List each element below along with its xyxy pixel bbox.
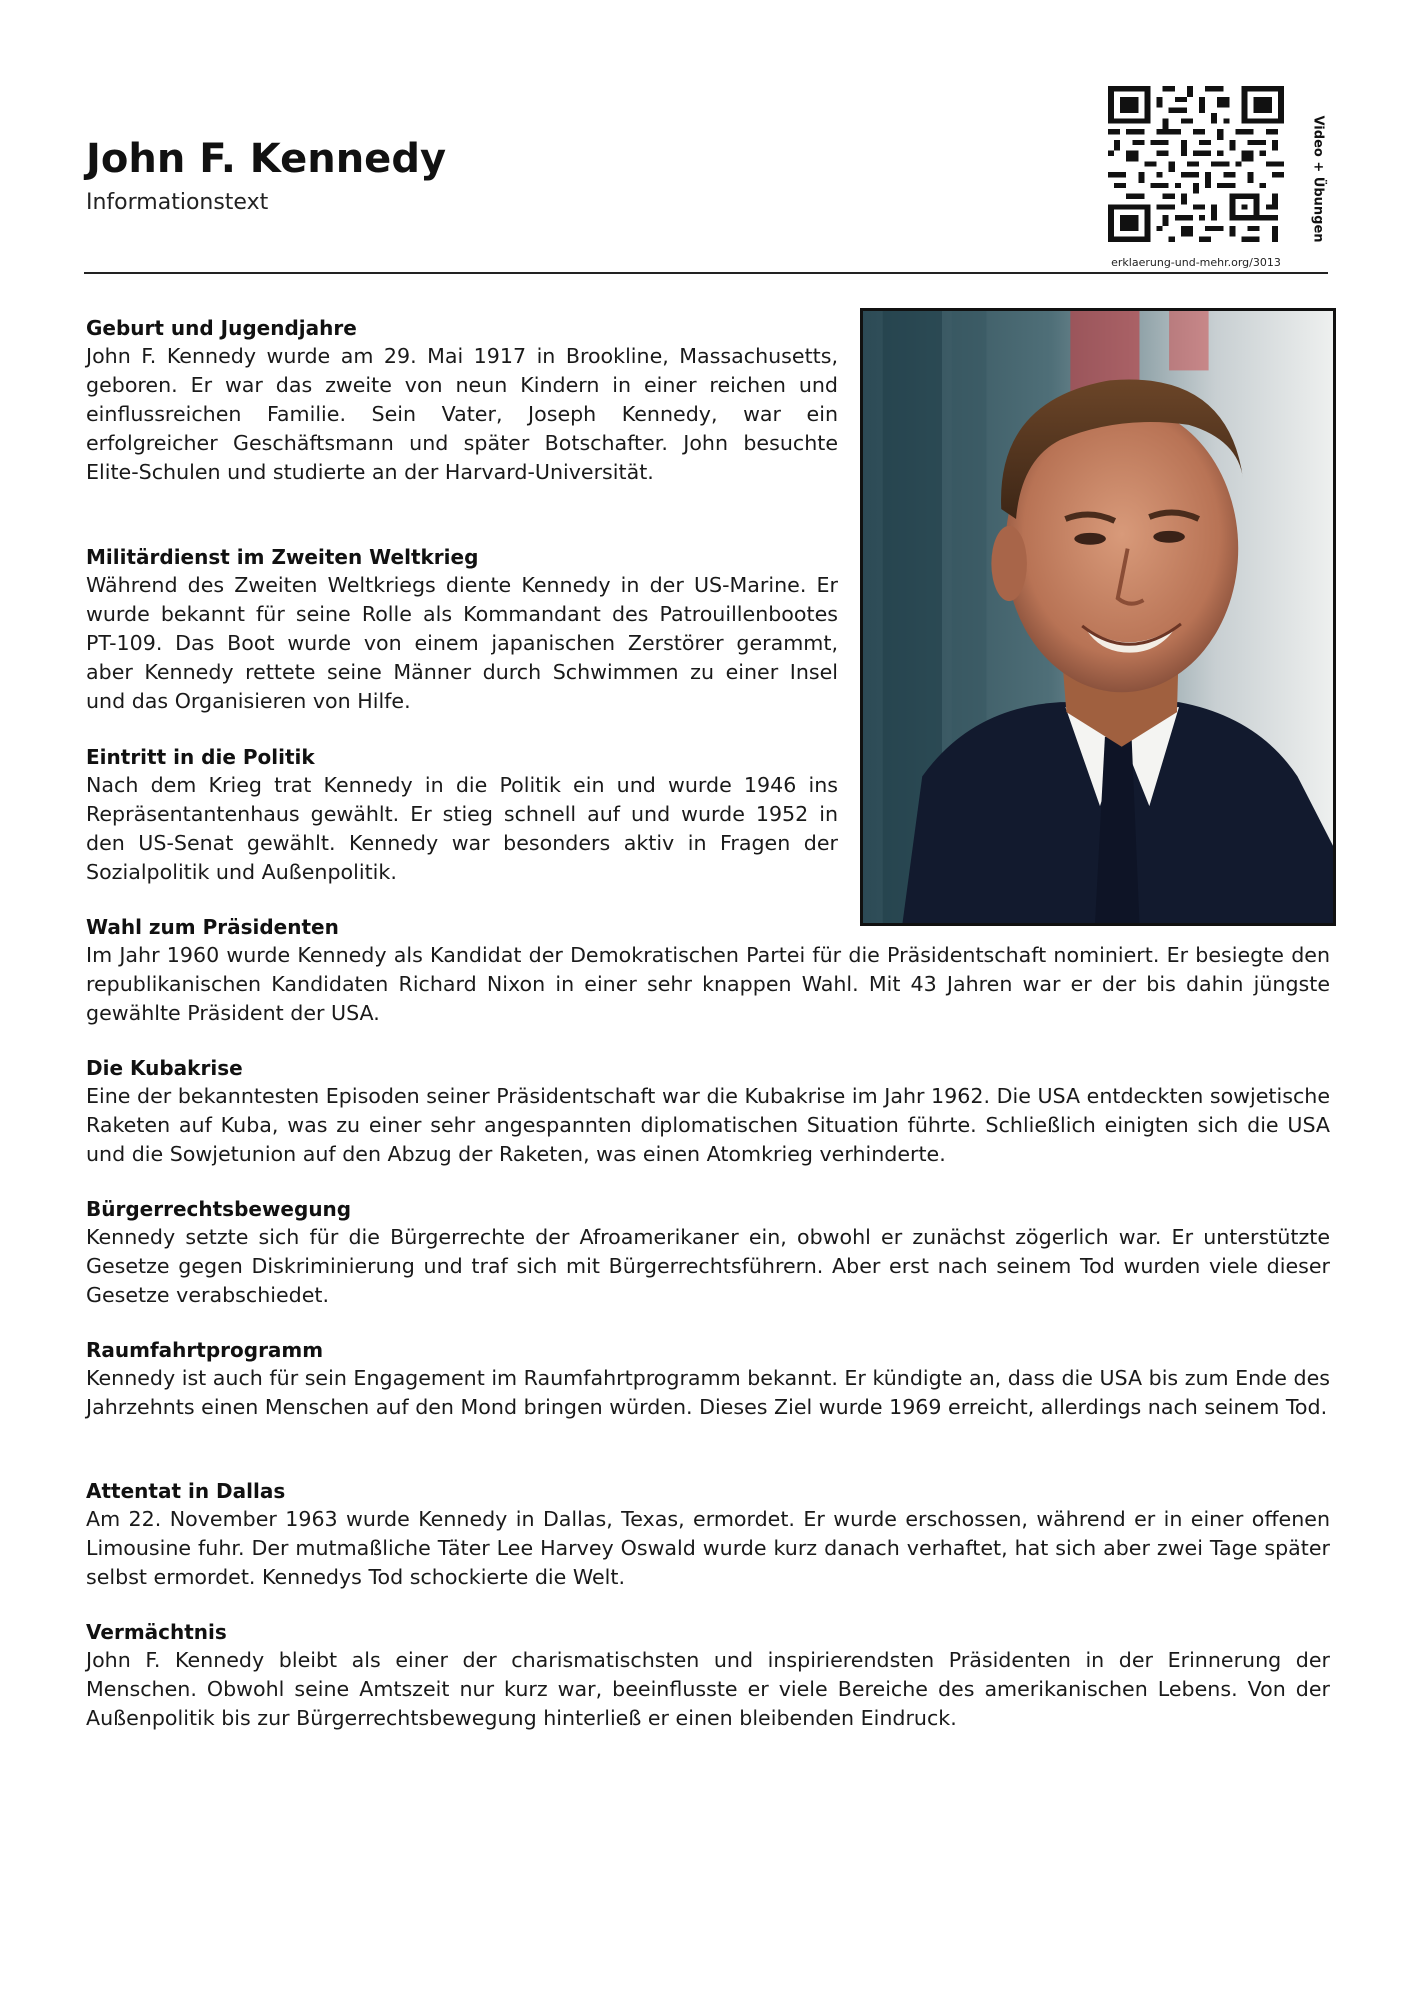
section-heading: Die Kubakrise: [86, 1056, 243, 1080]
section-cuba-crisis: [86, 1054, 1330, 1169]
qr-side-label: Video + Übungen: [1310, 115, 1326, 243]
section-text: Während des Zweiten Weltkriegs diente Kennedy in der US-Marine. Er wurde bekannt für seine Rolle als Kommandant des Patrouillenbootes PT-109. Das Boot wurde von einem japanischen Zerstörer gerammt, aber Kennedy rettete seine Männer durch Schwimmen zu einer Insel und das Organisieren von Hilfe.: [86, 573, 838, 713]
section-space-program: [86, 1336, 1330, 1422]
section-military: [86, 543, 838, 716]
section-heading: Bürgerrechtsbewegung: [86, 1197, 352, 1221]
qr-url-caption[interactable]: erklaerung-und-mehr.org/3013: [1111, 256, 1281, 269]
section-heading: Raumfahrtprogramm: [86, 1338, 324, 1362]
section-text: Im Jahr 1960 wurde Kennedy als Kandidat der Demokratischen Partei für die Präsidentschaft nominiert. Er besiegte den republikanischen Kandidaten Richard Nixon in einer sehr knappen Wahl. Mit 43 Jahren war er der bis dahin jüngste gewählte Präsident der USA.: [86, 943, 1330, 1025]
section-heading: Vermächtnis: [86, 1620, 227, 1644]
page-title: John F. Kennedy: [86, 136, 447, 182]
section-assassination: [86, 1477, 1330, 1592]
section-legacy: [86, 1618, 1330, 1733]
section-heading: Wahl zum Präsidenten: [86, 915, 339, 939]
section-election: [86, 913, 1330, 1028]
section-politics: [86, 743, 838, 887]
section-heading: Geburt und Jugendjahre: [86, 316, 357, 340]
section-text: Am 22. November 1963 wurde Kennedy in Dallas, Texas, ermordet. Er wurde erschossen, während er in einer offenen Limousine fuhr. Der mutmaßliche Täter Lee Harvey Oswald wurde kurz danach verhaftet, hat sich aber zwei Tage später selbst ermordet. Kennedys Tod schockierte die Welt.: [86, 1507, 1330, 1589]
section-text: Kennedy setzte sich für die Bürgerrechte der Afroamerikaner ein, obwohl er zunächst zögerlich war. Er unterstützte Gesetze gegen Diskriminierung und traf sich mit Bürgerrechtsführern. Aber erst nach seinem Tod wurden viele dieser Gesetze verabschiedet.: [86, 1225, 1330, 1307]
section-text: John F. Kennedy bleibt als einer der charismatischsten und inspirierendsten Präsidenten in der Erinnerung der Menschen. Obwohl seine Amtszeit nur kurz war, beeinflusste er viele Bereiche des amerikanischen Lebens. Von der Außenpolitik bis zur Bürgerrechtsbewegung hinterließ er einen bleibenden Eindruck.: [86, 1648, 1330, 1730]
qr-code-icon[interactable]: [1108, 86, 1284, 242]
section-text: Kennedy ist auch für sein Engagement im Raumfahrtprogramm bekannt. Er kündigte an, dass die USA bis zum Ende des Jahrzehnts einen Menschen auf den Mond bringen würden. Dieses Ziel wurde 1969 erreicht, allerdings nach seinem Tod.: [86, 1366, 1330, 1419]
page-subtitle: Informationstext: [86, 190, 269, 215]
section-text: Eine der bekanntesten Episoden seiner Präsidentschaft war die Kubakrise im Jahr 1962. Die USA entdeckten sowjetische Raketen auf Kuba, was zu einer sehr angespannten diplomatischen Situation führte. Schließlich einigten sich die USA und die Sowjetunion auf den Abzug der Raketen, was einen Atomkrieg verhinderte.: [86, 1084, 1330, 1166]
section-text: Nach dem Krieg trat Kennedy in die Politik ein und wurde 1946 ins Repräsentantenhaus gewählt. Er stieg schnell auf und wurde 1952 in den US-Senat gewählt. Kennedy war besonders aktiv in Fragen der Sozialpolitik und Außenpolitik.: [86, 773, 838, 884]
section-civil-rights: [86, 1195, 1330, 1310]
header-divider: [84, 272, 1328, 274]
section-heading: Militärdienst im Zweiten Weltkrieg: [86, 545, 479, 569]
section-text: John F. Kennedy wurde am 29. Mai 1917 in Brookline, Massachusetts, geboren. Er war das zweite von neun Kindern in einer reichen und einflussreichen Familie. Sein Vater, Joseph Kennedy, war ein erfolgreicher Geschäftsmann und später Botschafter. John besuchte Elite-Schulen und studierte an der Harvard-Universität.: [86, 344, 838, 484]
qr-code-block[interactable]: [1108, 86, 1284, 269]
section-birth: [86, 314, 838, 487]
portrait-photo-icon: [863, 311, 1333, 923]
section-heading: Attentat in Dallas: [86, 1479, 286, 1503]
section-heading: Eintritt in die Politik: [86, 745, 315, 769]
portrait-image: [860, 308, 1336, 926]
